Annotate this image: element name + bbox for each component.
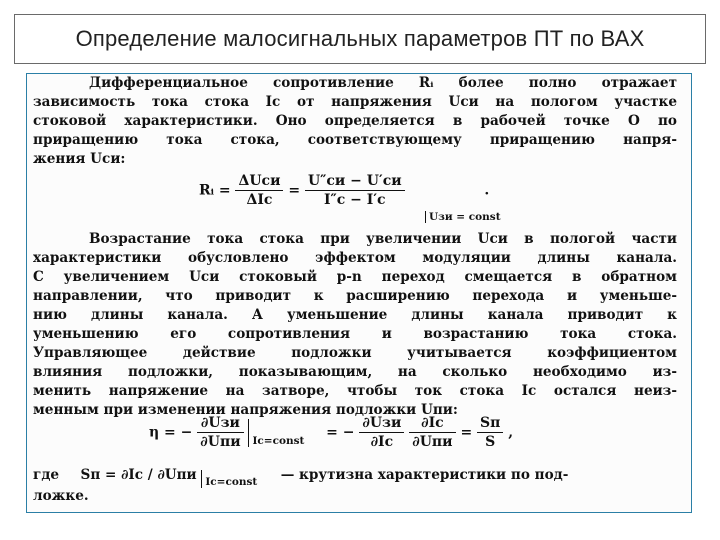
text-line: стоковой характеристики. Оно определяется в рабочей точке O по xyxy=(33,113,677,129)
text-line: уменьшению его сопротивления и возрастанию тока стока. xyxy=(33,326,677,342)
text-line xyxy=(33,466,568,492)
text-line: приращению тока стока, соответствующему приращению напря- xyxy=(33,132,677,148)
formula-condition: Uзи = const xyxy=(425,211,501,223)
text-line: характеристики обусловлено эффектом модуляции длины канала. xyxy=(33,250,677,266)
equals-sign: = xyxy=(460,424,473,441)
where-word: где xyxy=(33,467,60,483)
formula-substrate-coefficient xyxy=(149,414,513,451)
fraction xyxy=(235,172,283,209)
definition-text: — крутизна характеристики по под- xyxy=(280,467,569,483)
formula-condition: Iс=const xyxy=(248,419,308,447)
fraction xyxy=(305,172,405,209)
text-line: ложке. xyxy=(33,488,89,504)
equals-sign: = xyxy=(288,182,301,199)
text-line: менным при изменении напряжения подложки Uпи: xyxy=(33,402,458,418)
formula-condition: Iс=const xyxy=(201,470,263,488)
text-line: нию длины канала. А уменьшение длины канала приводит к xyxy=(33,307,677,323)
fraction xyxy=(409,414,455,451)
formula-differential-resistance xyxy=(199,172,489,209)
text-line: жения Uси: xyxy=(33,151,126,167)
fraction-numerator: ΔUси xyxy=(235,172,283,191)
text-line: С увеличением Uси стоковый p-n переход смещается в обратном xyxy=(33,269,677,285)
fraction-numerator: Sп xyxy=(477,414,503,433)
formula-dot: . xyxy=(484,182,490,199)
text-line: Дифференциальное сопротивление Rᵢ более полно отражает xyxy=(89,75,677,91)
fraction-denominator: ∂Uпи xyxy=(412,434,453,450)
text-line: Возрастание тока стока при увеличении Uси в пологой части xyxy=(89,231,677,247)
fraction-denominator: ∂Uпи xyxy=(200,434,241,450)
text-line: направлении, что приводит к расширению перехода и уменьше- xyxy=(33,288,677,304)
text-line: зависимость тока стока Iс от напряжения Uси на пологом участке xyxy=(33,94,677,110)
fraction-denominator: I″с − I′с xyxy=(323,192,386,208)
slide-title: Определение малосигнальных параметров ПТ по ВАХ xyxy=(14,14,706,64)
fraction-numerator: ∂Uзи xyxy=(359,414,404,433)
fraction-numerator: ∂Iс xyxy=(409,414,455,433)
text-line: влияния подложки, показывающим, на сколько необходимо из- xyxy=(33,364,677,380)
fraction-denominator: ∂Iс xyxy=(370,434,394,450)
formula-dot: , xyxy=(508,424,514,441)
fraction xyxy=(197,414,243,451)
text-line: менить напряжение на затворе, чтобы ток стока Iс остался неиз- xyxy=(33,383,677,399)
fraction-numerator: ∂Uзи xyxy=(197,414,243,433)
fraction xyxy=(477,414,503,451)
scanned-page xyxy=(26,73,692,513)
formula-lhs: η = − xyxy=(149,424,193,441)
text-line: Управляющее действие подложки учитывается коэффициентом xyxy=(33,345,677,361)
equals-sign: = − xyxy=(326,424,355,441)
fraction-denominator: S xyxy=(485,434,496,450)
fraction xyxy=(359,414,404,451)
formula-lhs: Rᵢ = xyxy=(199,182,231,199)
formula-steepness: Sп = ∂Iс / ∂Uпи xyxy=(80,467,197,483)
fraction-denominator: ΔIс xyxy=(246,192,273,208)
fraction-numerator: U″си − U′си xyxy=(305,172,405,191)
